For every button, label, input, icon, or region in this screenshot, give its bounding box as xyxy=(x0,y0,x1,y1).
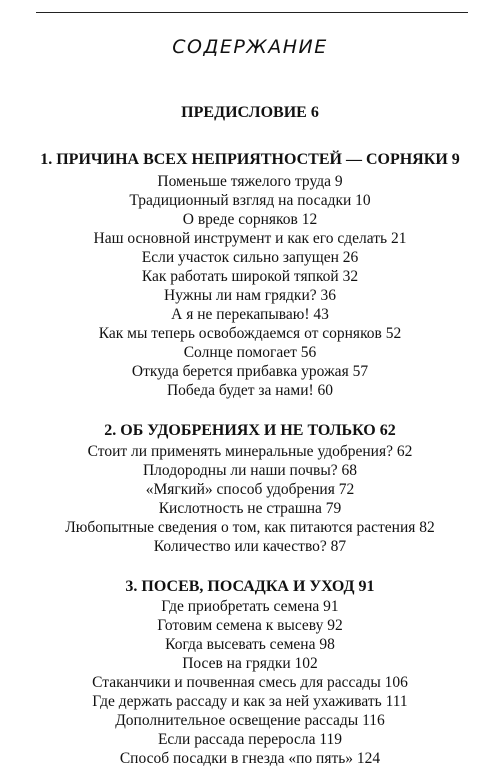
toc-entry: Количество или качество? 87 xyxy=(153,538,347,555)
toc-entry: Где приобретать семена 91 xyxy=(161,598,339,615)
toc-entry: Где держать рассаду и как за ней ухаживать 111 xyxy=(92,693,408,710)
toc-entry: Победа будет за нами! 60 xyxy=(166,382,334,399)
toc-entry: Когда высевать семена 98 xyxy=(165,636,335,653)
toc-entry: О вреде сорняков 12 xyxy=(182,211,318,228)
toc-entry: Готовим семена к высеву 92 xyxy=(157,617,343,634)
page-title: СОДЕРЖАНИЕ xyxy=(172,36,328,58)
toc-entry: Плодородны ли наши почвы? 68 xyxy=(142,462,357,479)
top-rule xyxy=(36,12,468,13)
toc-entry: Стаканчики и почвенная смесь для рассады 106 xyxy=(92,674,408,691)
toc-entry: Посев на грядки 102 xyxy=(182,655,318,672)
toc-preface: ПРЕДИСЛОВИЕ 6 xyxy=(181,104,319,121)
toc-entry: Любопытные сведения о том, как питаются растения 82 xyxy=(65,519,435,536)
toc-entry: Откуда берется прибавка урожая 57 xyxy=(131,363,369,380)
toc-entry: «Мягкий» способ удобрения 72 xyxy=(145,481,355,498)
section-heading-1: 1. ПРИЧИНА ВСЕХ НЕПРИЯТНОСТЕЙ — СОРНЯКИ 9 xyxy=(40,151,460,168)
toc-entry: Способ посадки в гнезда «по пять» 124 xyxy=(119,750,381,767)
toc-entry: Кислотность не страшна 79 xyxy=(158,500,342,517)
toc-entry: Наш основной инструмент и как его сделать 21 xyxy=(93,230,407,247)
toc-entry: А я не перекапываю! 43 xyxy=(171,306,329,323)
section-heading-2: 2. ОБ УДОБРЕНИЯХ И НЕ ТОЛЬКО 62 xyxy=(104,422,396,439)
toc-entry: Как работать широкой тяпкой 32 xyxy=(141,268,359,285)
section-heading-3: 3. ПОСЕВ, ПОСАДКА И УХОД 91 xyxy=(125,578,375,595)
toc-entry: Как мы теперь освобождаемся от сорняков 52 xyxy=(98,325,402,342)
toc-entry: Поменьше тяжелого труда 9 xyxy=(157,173,343,190)
toc-entry: Нужны ли нам грядки? 36 xyxy=(164,287,336,304)
toc-entry: Если участок сильно запущен 26 xyxy=(141,249,359,266)
toc-entry: Стоит ли применять минеральные удобрения? 62 xyxy=(87,443,413,460)
toc-entry: Солнце помогает 56 xyxy=(183,344,317,361)
toc-entry: Дополнительное освещение рассады 116 xyxy=(115,712,385,729)
toc-entry: Традиционный взгляд на посадки 10 xyxy=(129,192,371,209)
toc-entry: Если рассада переросла 119 xyxy=(157,731,343,748)
